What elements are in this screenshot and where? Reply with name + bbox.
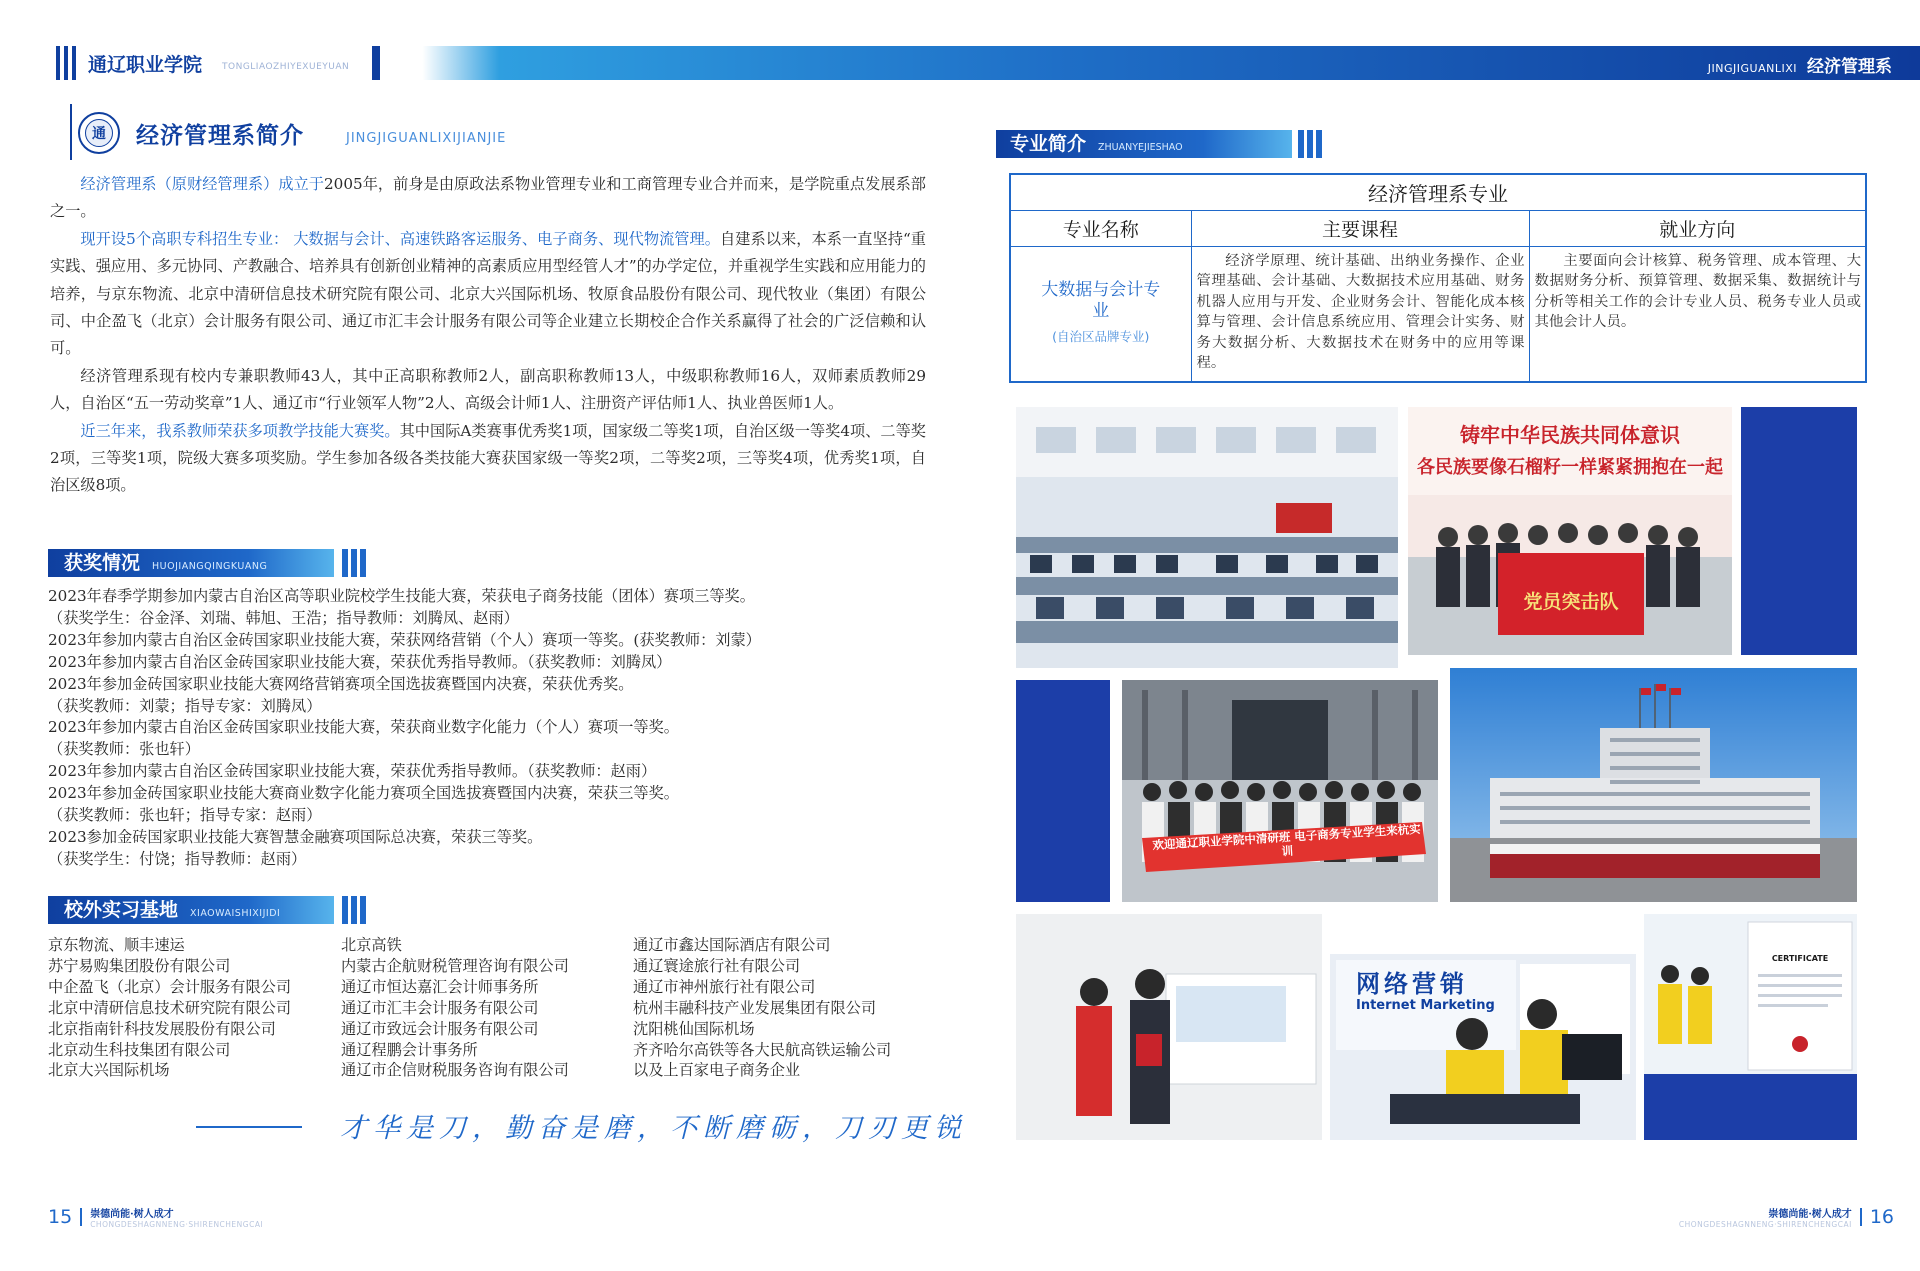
- heading-stripes: [1298, 130, 1322, 158]
- intro-title: 经济管理系简介: [136, 123, 304, 149]
- bases-column: [633, 935, 891, 1081]
- school-pinyin: TONGLIAOZHIYEXUEYUAN: [222, 62, 350, 72]
- intro-paragraph: 经济管理系现有校内专兼职教师43人，其中正高职称教师2人，副高职称教师13人，中级职称教师16人，双师素质教师29人，自治区“五一劳动奖章”1人、通辽市“行业领军人物”2人、高级会计师1人、注册资产评估师1人、执业兽医师1人。: [50, 366, 926, 413]
- footer-divider: [80, 1208, 82, 1226]
- col-header: 主要课程: [1191, 210, 1529, 246]
- base-item: 北京大兴国际机场: [48, 1061, 170, 1080]
- base-item: 北京动生科技集团有限公司: [48, 1040, 231, 1059]
- award-line: 2023年参加内蒙古自治区金砖国家职业技能大赛，荣获网络营销（个人）赛项一等奖。(获奖教师：刘蒙）: [48, 630, 761, 649]
- photo-banner-text: 铸牢中华民族共同体意识: [1460, 423, 1680, 447]
- major-heading: [996, 130, 1322, 158]
- bases-column: [48, 935, 341, 1081]
- col-header: 就业方向: [1529, 210, 1866, 246]
- award-line: 2023年参加金砖国家职业技能大赛网络营销赛项全国选拔赛暨国内决赛，荣获优秀奖。: [48, 674, 634, 693]
- slogan: 才华是刀，勤奋是磨，不断磨砺，刀刃更锐: [340, 1113, 967, 1144]
- internet-marketing-image: [1330, 914, 1636, 1140]
- footer-motto: [90, 1205, 263, 1229]
- photo-award-ceremony: [1016, 914, 1322, 1140]
- motto-pinyin: CHONGDESHAGNNENG·SHIRENCHENGCAI: [1678, 1220, 1852, 1229]
- school-name: 通辽职业学院: [88, 54, 203, 76]
- motto-text: 崇德尚能·树人成才: [1768, 1209, 1852, 1220]
- header-bar: [64, 46, 68, 80]
- base-item: 齐齐哈尔高铁等各大民航高铁运输公司: [633, 1040, 892, 1059]
- campus-building-image: [1450, 668, 1857, 902]
- major-title-pinyin: ZHUANYEJIESHAO: [1098, 142, 1183, 153]
- certificate-image: [1644, 914, 1857, 1140]
- color-block: [1016, 680, 1110, 902]
- award-ceremony-image: [1016, 914, 1322, 1140]
- certificate-text: CERTIFICATE: [1771, 954, 1829, 963]
- base-item: 杭州丰融科技产业发展集团有限公司: [633, 998, 876, 1017]
- slogan-line: [196, 1126, 302, 1128]
- photo-party-group: [1408, 407, 1732, 655]
- awards-list: [48, 586, 761, 871]
- base-item: 京东物流、顺丰速运: [48, 936, 185, 954]
- table-caption: 经济管理系专业: [1010, 174, 1866, 210]
- bases-list: [48, 935, 891, 1081]
- school-emblem-icon: [78, 112, 120, 154]
- major-name-sub: (自治区品牌专业): [1052, 329, 1150, 345]
- bases-title-pinyin: XIAOWAISHIXIJIDI: [190, 908, 281, 919]
- table-caption-row: [1010, 174, 1866, 210]
- base-item: 北京中清研信息技术研究院有限公司: [48, 998, 291, 1017]
- photo-internet-marketing: [1330, 914, 1636, 1140]
- photo-training-group: [1122, 680, 1438, 902]
- heading-stripes: [342, 549, 366, 577]
- major-careers: 主要面向会计核算、税务管理、成本管理、大数据财务分析、预算管理、数据采集、数据统计与分析等相关工作的会计专业人员、税务专业人员或其他会计人员。: [1529, 246, 1866, 382]
- award-line: 2023年参加内蒙古自治区金砖国家职业技能大赛，荣获优秀指导教师。（获奖教师：刘腾凤）: [48, 652, 672, 671]
- photo-flag-text: 党员突击队: [1523, 591, 1619, 613]
- table-header-row: [1010, 210, 1866, 246]
- bases-heading: [48, 896, 366, 924]
- dept-name: 经济管理系: [1807, 57, 1892, 77]
- award-line: 2023年参加金砖国家职业技能大赛商业数字化能力赛项全国选拔赛暨国内决赛，荣获三等奖。: [48, 784, 679, 803]
- header-left: [0, 46, 378, 80]
- color-block: [1741, 407, 1857, 655]
- heading-stripes: [342, 896, 366, 924]
- base-item: 沈阳桃仙国际机场: [633, 1019, 755, 1038]
- photo-certificate: [1644, 914, 1857, 1140]
- header-bar: [72, 46, 76, 80]
- motto-pinyin: CHONGDESHAGNNENG·SHIRENCHENGCAI: [90, 1220, 264, 1229]
- base-item: 以及上百家电子商务企业: [633, 1061, 801, 1080]
- col-header: 专业名称: [1010, 210, 1191, 246]
- photo-banner-text: 各民族要像石榴籽一样紧紧拥抱在一起: [1417, 457, 1723, 478]
- header-right: [1708, 52, 1892, 77]
- bases-title: 校外实习基地: [64, 899, 179, 921]
- award-line: 2023参加金砖国家职业技能大赛智慧金融赛项国际总决赛，荣获三等奖。: [48, 827, 543, 846]
- base-item: 中企盈飞（北京）会计服务有限公司: [48, 977, 291, 996]
- base-item: 通辽程鹏会计事务所: [341, 1040, 478, 1059]
- awards-heading: [48, 549, 366, 577]
- major-name: 大数据与会计专业: [1041, 280, 1161, 322]
- base-item: 通辽市汇丰会计服务有限公司: [341, 998, 539, 1017]
- table-row: [1010, 246, 1866, 382]
- training-group-image: [1122, 680, 1438, 902]
- base-item: 通辽寰途旅行社有限公司: [633, 956, 801, 975]
- intro-paragraph: [50, 418, 926, 500]
- intro-highlight: 经济管理系（原财经管理系）成立于: [80, 175, 324, 193]
- intro-highlight: 大数据与会计、高速铁路客运服务、电子商务、现代物流管理。: [293, 229, 721, 248]
- award-line: 2023年春季学期参加内蒙古自治区高等职业院校学生技能大赛，荣获电子商务技能（团体）赛项三等奖。: [48, 587, 755, 605]
- footer-motto: [1679, 1205, 1852, 1229]
- footer-right: [1679, 1205, 1894, 1229]
- award-line: 2023年参加内蒙古自治区金砖国家职业技能大赛，荣获商业数字化能力（个人）赛项一等奖。: [48, 718, 679, 737]
- header-bar: [56, 46, 60, 80]
- award-line: （获奖学生：付饶；指导教师：赵雨）: [48, 849, 307, 868]
- award-line: （获奖教师：张也轩）: [48, 740, 200, 759]
- title-divider: [70, 104, 72, 160]
- base-item: 北京指南针科技发展股份有限公司: [48, 1019, 276, 1038]
- major-name-cell: [1010, 246, 1191, 382]
- base-item: 内蒙古企航财税管理咨询有限公司: [341, 956, 569, 975]
- base-item: 苏宁易购集团股份有限公司: [48, 956, 231, 975]
- photo-sign-text: Internet Marketing: [1356, 998, 1495, 1013]
- base-item: 通辽市企信财税服务咨询有限公司: [341, 1061, 569, 1080]
- major-courses: 经济学原理、统计基础、出纳业务操作、企业管理基础、会计基础、大数据技术应用基础、财务机器人应用与开发、企业财务会计、智能化成本核算与管理、会计信息系统应用、管理会计实务、财务大数据分析、大数据技术在财务中的应用等课程。: [1191, 246, 1529, 382]
- page-number: 15: [48, 1206, 73, 1228]
- bases-heading-label: [48, 896, 334, 924]
- bases-column: [341, 935, 633, 1081]
- awards-title-pinyin: HUOJIANGQINGKUANG: [152, 561, 268, 572]
- award-line: 2023年参加内蒙古自治区金砖国家职业技能大赛，荣获优秀指导教师。（获奖教师：赵雨）: [48, 762, 657, 781]
- intro-highlight: 近三年来，我系教师荣获多项教学技能大赛奖。: [80, 421, 400, 440]
- photo-banner-text: 欢迎通辽职业学院中清研班 电子商务专业学生来杭实训: [1152, 821, 1421, 859]
- photo-sign-text: 网络营销: [1356, 970, 1468, 998]
- header-divider: [372, 46, 380, 80]
- majors-table: [1009, 173, 1867, 383]
- dept-pinyin: JINGJIGUANLIXI: [1707, 62, 1797, 75]
- intro-text-span: 自建系以来，本系一直坚持“重实践、强应用、多元协同、产教融合、培养具有创新创业精神的高素质应用型经管人才”的办学定位，并重视学生实践和应用能力的培养，与京东物流、北京中清研信息技术研究院有限公司、北京大兴国际机场、牧原食品股份有限公司、现代牧业（集团）有限公司、中企盈飞（北京）会计服务有限公司、通辽市汇丰会计服务有限公司等企业建立长期校企合作关系赢得了社会的广泛信赖和认可。: [50, 229, 926, 358]
- page-number: 16: [1869, 1206, 1894, 1228]
- footer-divider: [1860, 1208, 1862, 1226]
- intro-text-span: 其中国际A类赛事优秀奖1项，国家级二等奖1项，自治区级一等奖4项、二等奖2项，三等奖1项，院级大赛多项奖励。学生参加各级各类技能大赛获国家级一等奖2项，二等奖2项，三等奖4项，优秀奖1项，自治区级8项。: [50, 421, 926, 495]
- intro-paragraph: [50, 226, 926, 363]
- intro-text: [50, 171, 926, 500]
- award-line: （获奖学生：谷金泽、刘瑞、韩旭、王浩；指导教师：刘腾凤、赵雨）: [48, 608, 519, 627]
- photo-campus-building: [1450, 668, 1857, 902]
- awards-title: 获奖情况: [64, 552, 141, 574]
- base-item: 北京高铁: [341, 936, 402, 954]
- intro-highlight: 现开设5个高职专科招生专业：: [80, 229, 289, 248]
- major-heading-label: [996, 130, 1292, 158]
- intro-paragraph: [50, 171, 926, 226]
- photo-computer-lab: [1016, 407, 1398, 668]
- motto-text: 崇德尚能·树人成才: [90, 1209, 174, 1220]
- base-item: 通辽市恒达嘉汇会计师事务所: [341, 977, 539, 996]
- base-item: 通辽市神州旅行社有限公司: [633, 977, 816, 996]
- awards-heading-label: [48, 549, 334, 577]
- major-title: 专业简介: [1010, 133, 1087, 155]
- intro-text-span: 2005年，前身是由原政法系物业管理专业和工商管理专业合并而来，是学院重点发展系部之一。: [50, 175, 926, 221]
- intro-title-pinyin: JINGJIGUANLIXIJIANJIE: [346, 131, 507, 146]
- award-line: （获奖教师：刘蒙；指导专家：刘腾凤）: [48, 696, 322, 715]
- footer-left: [48, 1205, 263, 1229]
- base-item: 通辽市致远会计服务有限公司: [341, 1019, 539, 1038]
- base-item: 通辽市鑫达国际酒店有限公司: [633, 936, 831, 954]
- computer-lab-image: [1016, 407, 1398, 668]
- award-line: （获奖教师：张也轩；指导专家：赵雨）: [48, 806, 322, 825]
- emblem-center: 通: [85, 119, 113, 147]
